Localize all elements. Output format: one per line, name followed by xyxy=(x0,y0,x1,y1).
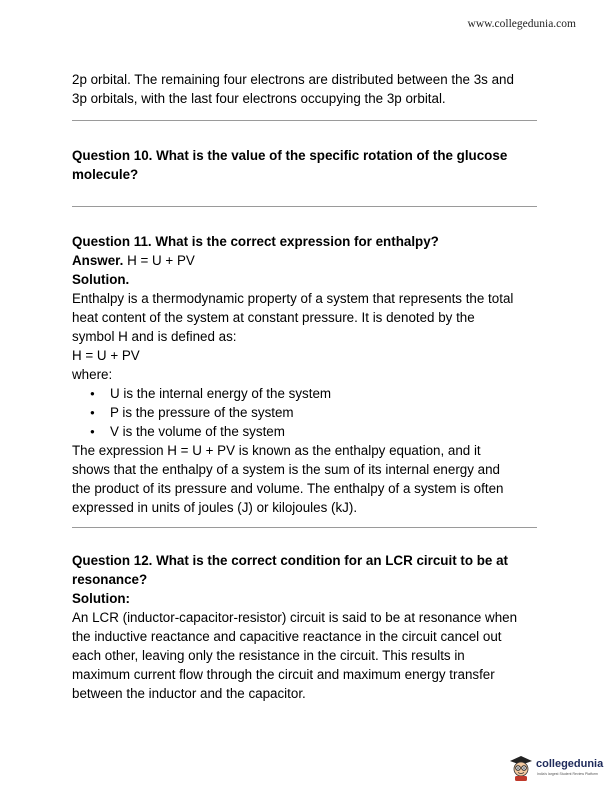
solution-label: Solution: xyxy=(72,591,131,606)
question-10-line-1: Question 10. What is the value of the specific rotation of the glucose xyxy=(72,148,508,163)
document-body xyxy=(72,70,542,703)
answer-text: H = U + PV xyxy=(123,253,195,268)
intro-line-1: 2p orbital. The remaining four electrons are distributed between the 3s and xyxy=(72,72,514,87)
answer-label: Answer. xyxy=(72,253,124,268)
q11-p2-line: expressed in units of joules (J) or kilojoules (kJ). xyxy=(72,500,358,515)
q11-p2-line: The expression H = U + PV is known as the enthalpy equation, and it xyxy=(72,443,481,458)
solution-label: Solution. xyxy=(72,272,130,287)
q11-p1-line: heat content of the system at constant pressure. It is denoted by the xyxy=(72,310,475,325)
question-12-line-1: Question 12. What is the correct condition for an LCR circuit to be at xyxy=(72,553,508,568)
q12-p1-line: between the inductor and the capacitor. xyxy=(72,686,306,701)
list-item: ● V is the volume of the system xyxy=(100,422,542,441)
student-mascot-icon xyxy=(508,754,534,782)
q11-p2-line: shows that the enthalpy of a system is the sum of its internal energy and xyxy=(72,462,500,477)
question-10-line-2: molecule? xyxy=(72,167,139,182)
brand-tagline: India's largest Student Review Platform xyxy=(537,772,598,776)
where-label: where: xyxy=(72,367,113,382)
q12-p1-line: An LCR (inductor-capacitor-resistor) circuit is said to be at resonance when xyxy=(72,610,518,625)
list-item: ● P is the pressure of the system xyxy=(100,403,542,422)
formula: H = U + PV xyxy=(72,348,140,363)
q11-p1-line: Enthalpy is a thermodynamic property of a system that represents the total xyxy=(72,291,514,306)
q11-p2-line: the product of its pressure and volume. The enthalpy of a system is often xyxy=(72,481,504,496)
collegedunia-logo xyxy=(508,752,604,786)
list-item: ● U is the internal energy of the system xyxy=(100,384,542,403)
question-12-line-2: resonance? xyxy=(72,572,148,587)
intro-line-2: 3p orbitals, with the last four electrons occupying the 3p orbital. xyxy=(72,91,446,106)
q12-p1-line: maximum current flow through the circuit and maximum energy transfer xyxy=(72,667,495,682)
bullet-list xyxy=(72,384,542,441)
q11-p1-line: symbol H and is defined as: xyxy=(72,329,237,344)
site-url: www.collegedunia.com xyxy=(467,18,576,30)
brand-name: collegedunia xyxy=(536,758,604,770)
q12-p1-line: each other, leaving only the resistance in the circuit. This results in xyxy=(72,648,465,663)
answer-11 xyxy=(72,251,542,270)
question-11: Question 11. What is the correct expression for enthalpy? xyxy=(72,234,439,249)
q12-p1-line: the inductive reactance and capacitive reactance in the circuit cancel out xyxy=(72,629,502,644)
